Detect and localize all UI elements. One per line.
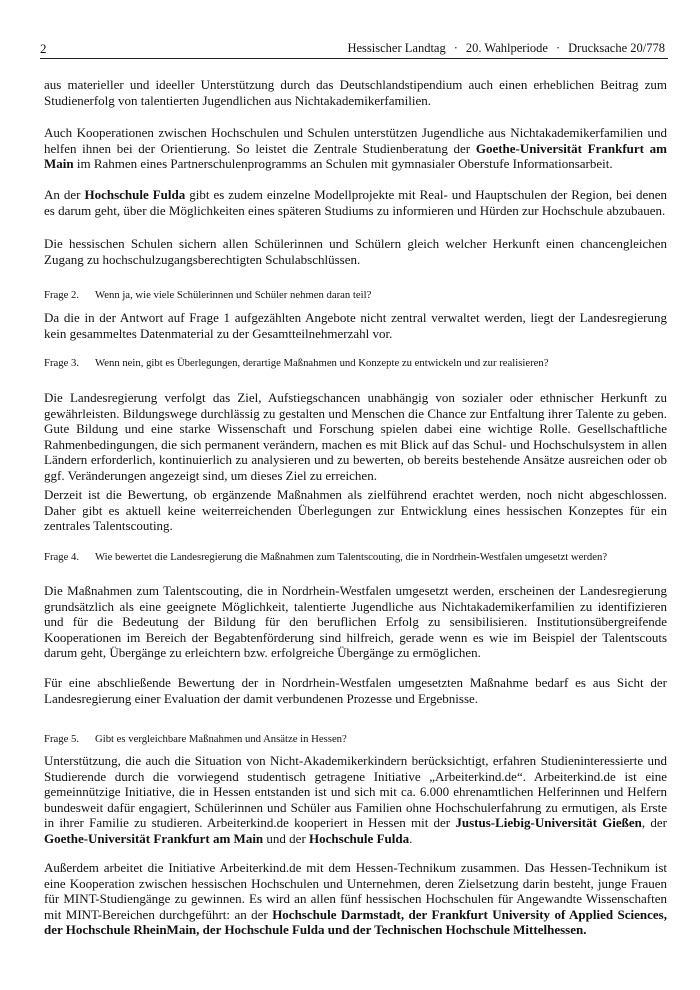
text-run: Auch Kooperationen zwischen Hochschulen und Schulen unterstützen Jugendliche aus Nichtakademikerfamilien und helfen ihnen bei der Orientierung. So leistet die Zentrale Studienberatung der xyxy=(44,125,667,156)
text-run: Da die in der Antwort auf Frage 1 aufgezählten Angebote nicht zentral verwaltet werden, liegt der Landesregierung kein gesammeltes Datenmaterial zu der Gesamtteilnehmerzahl vor. xyxy=(44,310,667,341)
question-text: Wenn nein, gibt es Überlegungen, derartige Maßnahmen und Konzepte zu entwickeln und zur realisieren? xyxy=(95,357,549,369)
question-2 xyxy=(44,289,667,302)
question-text: Gibt es vergleichbare Maßnahmen und Ansätze in Hessen? xyxy=(95,733,347,745)
question-label: Frage 5. xyxy=(44,733,80,745)
text-run: Derzeit ist die Bewertung, ob ergänzende Maßnahmen als zielführend erachtet werden, noch nicht abgeschlossen. Daher gibt es aktuell keine weiterreichenden Überlegungen zur Entwicklung eines hessischen Konzeptes für ein zentrales Talentscouting. xyxy=(44,487,667,534)
answer-paragraph xyxy=(44,390,667,484)
header-meta xyxy=(347,41,665,56)
answer-paragraph xyxy=(44,583,667,661)
text-run: aus materieller und ideeller Unterstützung durch das Deutschlandstipendium auch einen erheblichen Beitrag zum Studienerfolg von talentierten Jugendlichen aus Nichtakademikerfamilien. xyxy=(44,77,667,108)
bold-text-run: Goethe-Universität Frankfurt am Main xyxy=(44,830,264,846)
page-number: 2 xyxy=(40,41,47,56)
answer-paragraph xyxy=(44,187,667,218)
text-run: Unterstützung, die auch die Situation von Nicht-Akademikerkindern berücksichtigt, erfahren Studieninteressierte und Studierende durch die vorwiegend studentisch getragene Initiative „Arbeiterkind.de“. Arbeiterkind.de ist eine gemeinnützige Initiative, die in Hessen entstanden ist und sich mit ca. 6.000 ehrenamtlichen Helferinnen und Helfern bundesweit dafür engagiert, Schülerinnen und Schüler aus Familien ohne Hochschulerfahrung zu ermutigen, als Erste in ihrer Familie zu studieren. Arbeiterkind.de kooperiert in Hessen mit der xyxy=(44,753,667,831)
question-text: Wie bewertet die Landesregierung die Maßnahmen zum Talentscouting, die in Nordrhein-Westfalen umgesetzt werden? xyxy=(95,551,608,563)
header-publication: Hessischer Landtag xyxy=(347,41,446,55)
answer-paragraph xyxy=(44,310,667,341)
text-run: Außerdem arbeitet die Initiative Arbeiterkind.de mit dem Hessen-Technikum zusammen. Das Hessen-Technikum ist eine Kooperation zwischen hessischen Hochschulen und Unternehmen, deren Zielsetzung darin besteht, junge Frauen für MINT-Studiengänge zu gewinnen. Es wird an allen fünf hessischen Hochschulen für Angewandte Wissenschaften mit MINT-Bereichen durchgeführt: an der xyxy=(44,860,667,922)
bold-text-run: Hochschule Darmstadt, der Frankfurt University of Applied Sciences, der Hochschule RheinMain, der Hochschule Fulda und der Technischen Hochschule Mittelhessen. xyxy=(44,906,667,938)
answer-paragraph xyxy=(44,236,667,267)
text-run: und der xyxy=(263,830,310,846)
answer-paragraph xyxy=(44,487,667,534)
question-4 xyxy=(44,551,667,564)
text-run: Die Maßnahmen zum Talentscouting, die in Nordrhein-Westfalen umgesetzt werden, erscheinen der Landesregierung grundsätzlich als eine geeignete Möglichkeit, talentierte Jugendliche aus Nichtakademikerfamilien zu identifizieren und für die Bedeutung der Bildung für den beruflichen Erfolg zu sensibilisieren. Institutionsübergreifende Kooperationen im Bereich der Begabtenförderung sind hilfreich, gerade wenn es wie im Beispiel der Talentscouts darum geht, Übergänge zu erleichtern bzw. erfolgreiche Übergänge zu ermöglichen. xyxy=(44,583,667,661)
header-document-number: Drucksache 20/778 xyxy=(568,41,665,55)
answer-paragraph xyxy=(44,860,667,938)
bold-text-run: Hochschule Fulda xyxy=(309,830,410,846)
text-run: gibt es zudem einzelne Modellprojekte mit Real- und Hauptschulen der Region, bei denen es darum geht, über die Möglichkeiten eines späteren Studiums zu informieren und Hürden zur Hochschule abzubauen. xyxy=(44,187,667,218)
question-3 xyxy=(44,357,667,370)
answer-paragraph xyxy=(44,125,667,172)
question-label: Frage 4. xyxy=(44,551,80,563)
question-label: Frage 2. xyxy=(44,289,80,301)
text-run: An der xyxy=(44,187,85,202)
question-5 xyxy=(44,733,667,746)
bold-text-run: Justus-Liebig-Universität Gießen xyxy=(455,815,642,831)
header-period: 20. Wahlperiode xyxy=(465,41,548,55)
answer-paragraph xyxy=(44,77,667,108)
header-separator: · xyxy=(555,41,561,55)
answer-paragraph xyxy=(44,675,667,706)
page-header xyxy=(40,40,668,59)
text-run: Für eine abschließende Bewertung der in Nordrhein-Westfalen umgesetzten Maßnahme bedarf es aus Sicht der Landesregierung einer Evaluation der damit verbundenen Prozesse und Ergebnisse. xyxy=(44,675,667,706)
header-separator: · xyxy=(453,41,458,55)
text-run: im Rahmen eines Partnerschulenprogramms an Schulen mit gymnasialer Oberstufe Informationsarbeit. xyxy=(73,156,613,172)
text-run: , der xyxy=(641,815,667,831)
text-run: . xyxy=(409,830,413,846)
answer-paragraph xyxy=(44,753,667,847)
question-label: Frage 3. xyxy=(44,357,80,369)
text-run: Die Landesregierung verfolgt das Ziel, Aufstiegschancen unabhängig von sozialer oder ethnischer Herkunft zu gewährleisten. Bildungswege durchlässig zu gestalten und Menschen die Chance zur Entfaltung ihrer Talente zu geben. Gute Bildung und eine starke Wissenschaft und Forschung spielen dabei eine wichtige Rolle. Gesellschaftliche Rahmenbedingungen, die sich permanent verändern, machen es mit Blick auf das Schul- und Hochschulsystem in allen Ländern erforderlich, kontinuierlich zu analysieren und zu bewerten, ob bereits bestehende Ansätze ausreichen oder ob ggf. Veränderungen angezeigt sind, um dieses Ziel zu erreichen. xyxy=(44,390,667,483)
question-text: Wenn ja, wie viele Schülerinnen und Schüler nehmen daran teil? xyxy=(95,289,372,301)
text-run: Die hessischen Schulen sichern allen Schülerinnen und Schülern gleich welcher Herkunft einen chancengleichen Zugang zu hochschulzugangsberechtigten Schulabschlüssen. xyxy=(44,236,667,267)
bold-text-run: Hochschule Fulda xyxy=(84,187,186,202)
bold-text-run: Goethe-Universität Frankfurt am Main xyxy=(44,140,667,172)
